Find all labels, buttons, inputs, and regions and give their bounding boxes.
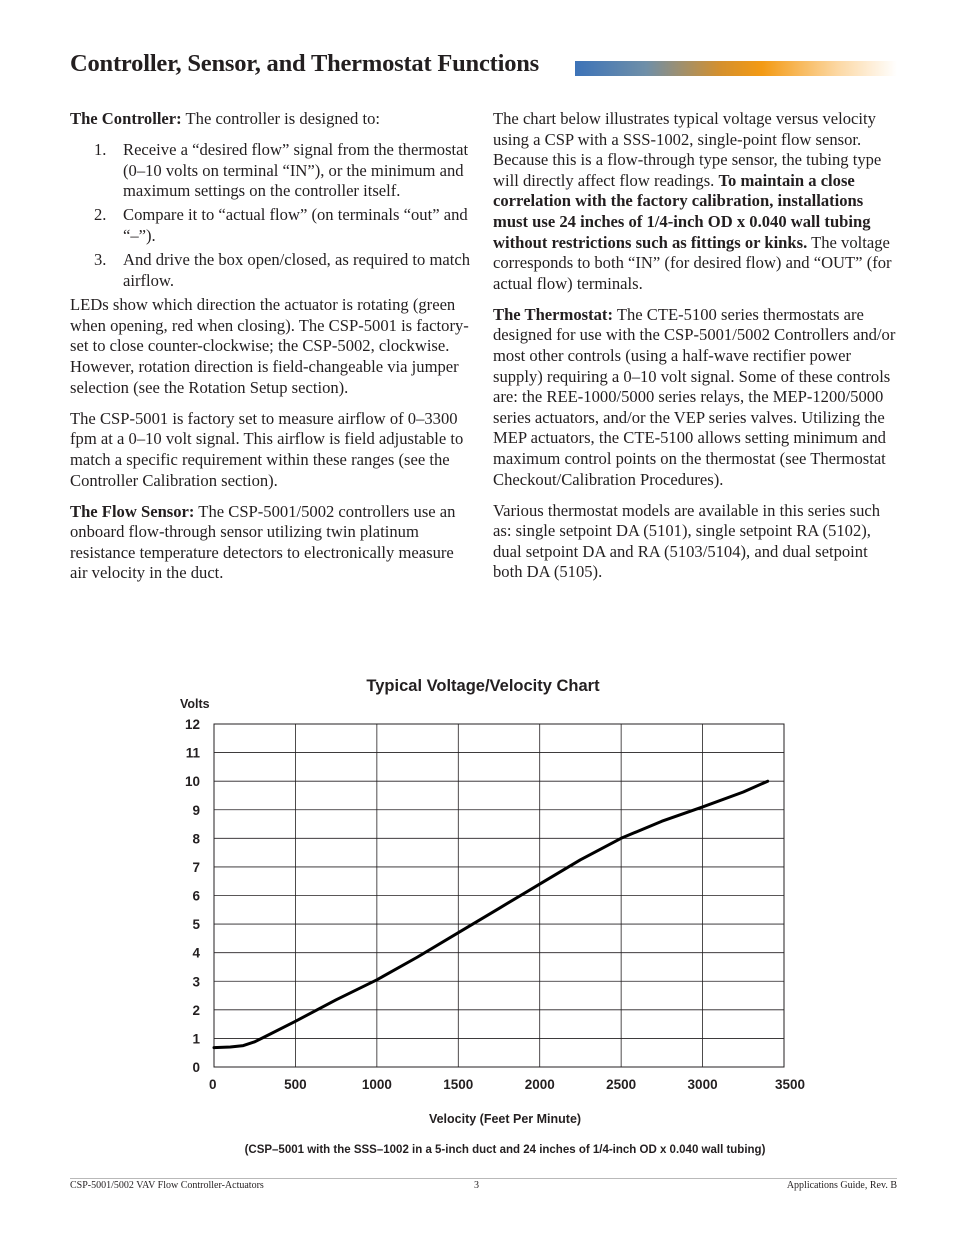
footer-rule (70, 1178, 897, 1179)
thermostat-paragraph (493, 305, 898, 490)
footer-doc-title: CSP-5001/5002 VAV Flow Controller-Actuators (70, 1180, 264, 1191)
y-tick-label: 10 (184, 774, 200, 790)
flow-sensor-text: The CSP-5001/5002 controllers use an onboard flow-through sensor utilizing twin platinum resistance temperature detectors to electronically measure air velocity in the duct. (70, 501, 456, 583)
y-tick-label: 11 (185, 745, 200, 761)
thermostat-heading: The Thermostat: (493, 304, 613, 324)
chart-intro-after: The voltage corresponds to both “IN” (for desired flow) and “OUT” (for actual flow) terminals. (493, 232, 892, 293)
list-item-text: Compare it to “actual flow” (on terminals “out” and “–”). (123, 205, 468, 245)
voltage-velocity-chart (0, 660, 954, 1170)
chart-intro-paragraph (493, 109, 898, 294)
x-tick-label: 2000 (524, 1077, 555, 1092)
footer-guide-rev: Applications Guide, Rev. B (786, 1180, 897, 1191)
list-item-text: And drive the box open/closed, as required to match airflow. (123, 250, 470, 290)
y-tick-label: 8 (192, 831, 200, 847)
controller-intro (70, 109, 470, 130)
controller-duties-list (70, 140, 470, 291)
x-tick-label: 500 (284, 1077, 307, 1092)
x-axis-label: Velocity (Feet Per Minute) (428, 1112, 582, 1126)
footer-page-number: 3 (474, 1180, 479, 1191)
flow-sensor-paragraph (70, 502, 470, 584)
chart-caption: (CSP–5001 with the SSS–1002 in a 5-inch duct and 24 inches of 1/4-inch OD x 0.040 wall tubing) (244, 1144, 766, 1156)
x-tick-label: 0 (209, 1077, 217, 1092)
y-tick-label: 5 (192, 917, 200, 933)
controller-heading: The Controller: (70, 109, 182, 128)
page-title-text: Controller, Sensor, and Thermostat Functions (70, 50, 540, 77)
list-item-number: 3. (94, 250, 107, 270)
page-title (70, 50, 539, 78)
chart-svg (0, 660, 954, 1170)
x-tick-label: 2500 (606, 1077, 637, 1092)
flow-sensor-heading: The Flow Sensor: (70, 501, 195, 521)
y-axis-label: Volts (180, 697, 210, 711)
series-line (214, 781, 768, 1047)
leds-paragraph: LEDs show which direction the actuator is rotating (green when opening, red when closing). The CSP-5001 is factory-set to close counter-clockwise; the CSP-5002, clockwise. However, rotation direction is field-changeable via jumper selection (see the Rotation Setup section). (70, 295, 469, 397)
list-item (70, 205, 470, 246)
list-item-text: Receive a “desired flow” signal from the thermostat (0–10 volts on terminal “IN”), or the minimum and maximum settings on the controller itself. (123, 140, 469, 201)
x-tick-label: 3500 (774, 1077, 806, 1092)
chart-intro-text: The chart below illustrates typical voltage versus velocity using a CSP with a SSS-1002, single-point flow sensor. Because this is a flow-through type sensor, the tubing type will directly affect flow readings. (493, 109, 882, 190)
y-tick-label: 7 (192, 859, 200, 875)
y-tick-label: 6 (192, 888, 200, 904)
controller-intro-text: The controller is designed to: (181, 109, 381, 128)
left-column (70, 109, 470, 594)
y-tick-label: 3 (192, 974, 200, 990)
list-item-number: 1. (94, 140, 107, 160)
x-tick-label: 1000 (361, 1077, 392, 1092)
y-tick-label: 1 (192, 1031, 200, 1047)
y-tick-label: 0 (192, 1060, 200, 1075)
y-tick-label: 9 (192, 802, 200, 818)
list-item (70, 250, 470, 291)
right-column (493, 109, 898, 594)
x-tick-label: 3000 (687, 1077, 718, 1092)
list-item-number: 2. (94, 205, 107, 225)
title-gradient-bar (575, 61, 897, 76)
chart-title: Typical Voltage/Velocity Chart (366, 677, 600, 695)
tubing-warning: To maintain a close correlation with the factory calibration, installations must use 24 inches of 1/4-inch OD x 0.040 wall tubing without restrictions such as fittings or kinks. (493, 170, 871, 252)
thermostat-models-paragraph: Various thermostat models are available in this series such as: single setpoint DA (5101), single setpoint RA (5102), dual setpoint DA and RA (5103/5104), and dual setpoint both DA (5105). (493, 500, 881, 582)
y-tick-label: 4 (192, 945, 200, 961)
y-tick-label: 2 (192, 1002, 200, 1018)
list-item (70, 140, 470, 202)
x-tick-label: 1500 (443, 1077, 474, 1092)
y-tick-label: 12 (184, 717, 200, 732)
thermostat-text: The CTE-5100 series thermostats are designed for use with the CSP-5001/5002 Controllers and/or most other controls (using a half-wave rectifier power supply) requiring a 0–10 volt signal. Some of these controls are: the REE-1000/5000 series relays, the MEP-1200/5000 series actuators, and/or the VEP series valves. Utilizing the MEP actuators, the CTE-5100 allows setting minimum and maximum control points on the thermostat (see Thermostat Checkout/Calibration Procedures). (493, 304, 896, 489)
factory-setting-paragraph: The CSP-5001 is factory set to measure airflow of 0–3300 fpm at a 0–10 volt signal. This airflow is field adjustable to match a specific requirement within these ranges (see the Controller Calibration section). (70, 408, 464, 490)
